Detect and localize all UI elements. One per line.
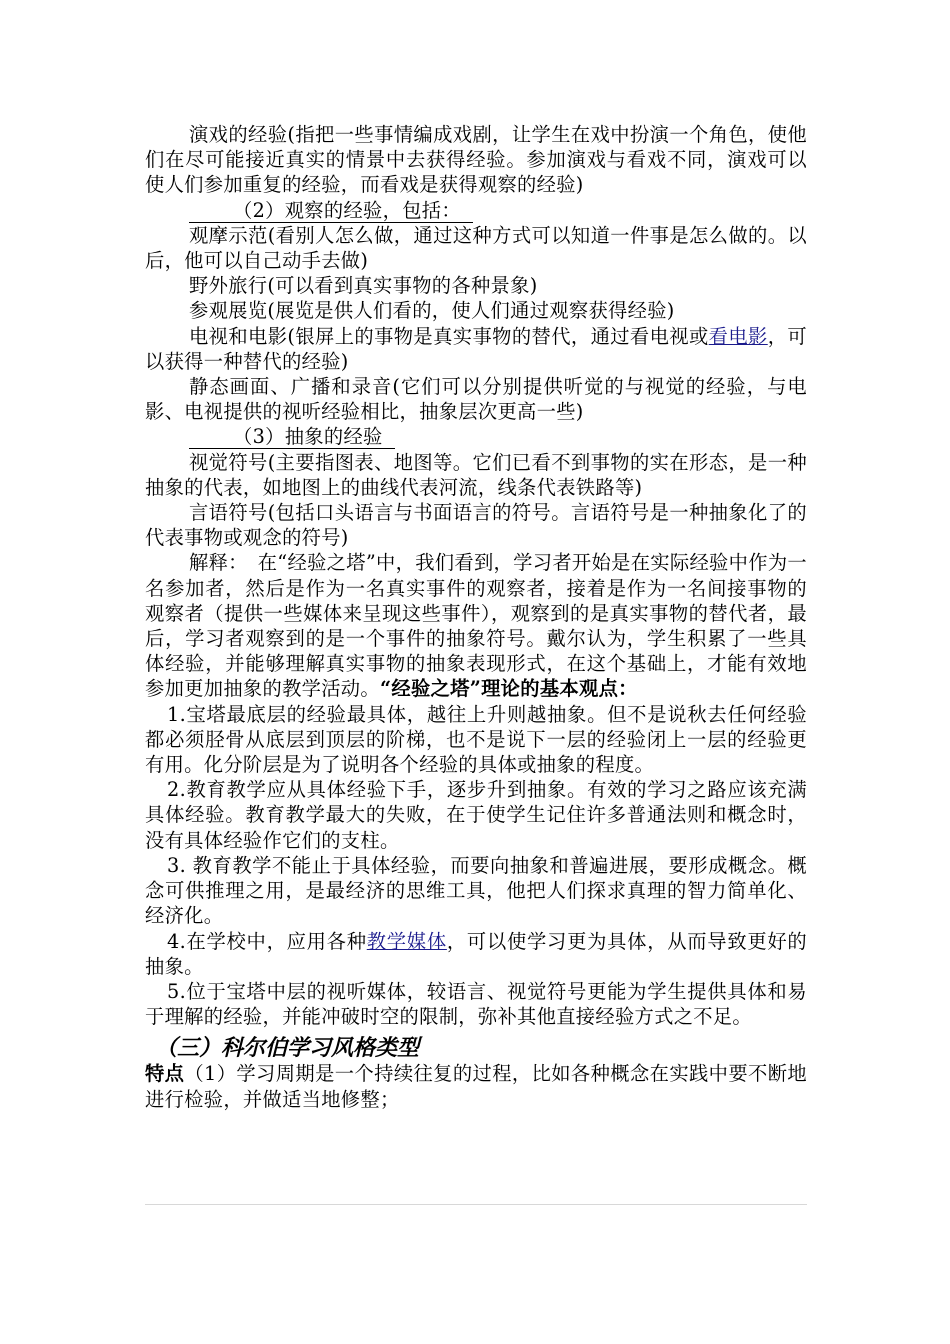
list-item-1: 1.宝塔最底层的经验最具体，越往上升则越抽象。但不是说秋去任何经验都必须胫骨从底层到顶层的阶梯，也不是说下一层的经验闭上一层的经验更有用。化分阶层是为了说明各个经验的具体或抽象的程度。 [145,702,807,777]
page-divider [145,1204,807,1205]
subheading-observation [145,198,807,223]
watch-film-link[interactable]: 看电影 [708,324,768,348]
paragraph-features [145,1061,807,1111]
paragraph-static-images: 静态画面、广播和录音(它们可以分别提供听觉的与视觉的经验，与电影、电视提供的视听经验相比，抽象层次更高一些) [145,375,807,424]
list-item-4-text-1: 4.在学校中，应用各种 [167,929,367,953]
list-item-4 [145,929,807,979]
features-label: 特点 [145,1062,185,1086]
subheading-abstract [145,424,807,449]
section-heading-kolb: （三）科尔伯学习风格类型 [155,1035,420,1062]
tv-film-text-1: 电视和电影(银屏上的事物是真实事物的替代，通过看电视或 [189,324,709,348]
list-item-4-text-2: ，可以使学习更为具体，从而导致更好的抽象。 [145,929,807,978]
document-body [145,122,807,1112]
list-item-5: 5.位于宝塔中层的视听媒体，较语言、视觉符号更能为学生提供具体和易于理解的经验，并能冲破时空的限制，弥补其他直接经验方式之不足。 [145,979,807,1029]
paragraph-exhibition: 参观展览(展览是供人们看的，使人们通过观察获得经验) [189,299,675,323]
features-text: （1）学习周期是一个持续往复的过程，比如各种概念在实践中要不断地进行检验，并做适当地修整； [145,1062,807,1111]
paragraph-verbal-symbols: 言语符号(包括口头语言与书面语言的符号。言语符号是一种抽象化了的代表事物或观念的符号) [145,501,807,550]
paragraph-field-trip: 野外旅行(可以看到真实事物的各种景象) [189,274,538,298]
paragraph-demonstration: 观摩示范(看别人怎么做，通过这种方式可以知道一件事是怎么做的。以后，他可以自己动手去做) [145,223,807,273]
explanation-text: 解释： 在“经验之塔”中，我们看到，学习者开始是在实际经验中作为一名参加者，然后是作为一名真实事件的观察者，接着是作为一名间接事物的观察者（提供一些媒体来呈现这些事件），观察到的是真实事物的替代者，最后，学习者观察到的是一个事件的抽象符号。戴尔认为，学生积累了一些具体经验，并能够理解真实事物的抽象表现形式，在这个基础上，才能有效地参加更加抽象的教学活动。 [145,551,807,701]
paragraph-acting-experience: 演戏的经验(指把一些事情编成戏剧，让学生在戏中扮演一个角色，使他们在尽可能接近真实的情景中去获得经验。参加演戏与看戏不同，演戏可以使人们参加重复的经验，而看戏是获得观察的经验) [145,123,807,197]
paragraph-visual-symbols: 视觉符号(主要指图表、地图等。它们已看不到事物的实在形态，是一种抽象的代表，如地图上的曲线代表河流，线条代表铁路等) [145,450,807,499]
teaching-media-link[interactable]: 教学媒体 [366,929,447,953]
basic-views-heading: “经验之塔”理论的基本观点： [379,677,638,701]
tv-film-text-2: ，可以获得一种替代的经验) [145,324,807,373]
paragraph-tv-film [145,324,807,374]
list-item-3: 3. 教育教学不能止于具体经验，而要向抽象和普遍进展，要形成概念。概念可供推理之用，是最经济的思维工具，他把人们探求真理的智力简单化、经济化。 [145,853,807,928]
subheading-abstract-text: （3）抽象的经验 [189,426,395,449]
subheading-observation-text: （2）观察的经验，包括： [189,200,473,223]
list-item-2: 2.教育教学应从具体经验下手，逐步升到抽象。有效的学习之路应该充满具体经验。教育教学最大的失败，在于使学生记住许多普通法则和概念时，没有具体经验作它们的支柱。 [145,778,807,852]
paragraph-explanation [145,550,807,701]
